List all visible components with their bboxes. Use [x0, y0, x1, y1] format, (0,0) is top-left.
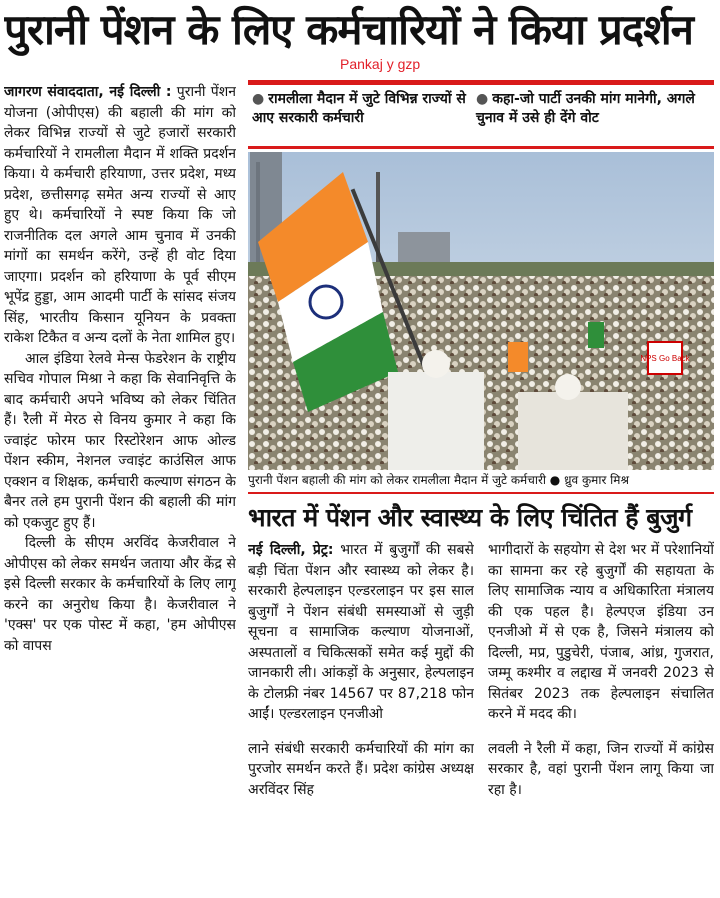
bullet-icon: ●: [252, 91, 265, 107]
rally-photo-illustration: [248, 152, 714, 470]
dateline: जागरण संवाददाता, नई दिल्ली :: [4, 84, 172, 100]
highlight-1-text: रामलीला मैदान में जुटे विभिन्न राज्यों से आए सरकारी कर्मचारी: [252, 91, 466, 126]
highlight-1: [252, 90, 470, 128]
highlights-rule: [248, 146, 714, 149]
sub-headline: भारत में पेंशन और स्वास्थ्य के लिए चिंतित हैं बुजुर्ग: [248, 503, 692, 532]
watermark: Pankaj y gzp: [340, 56, 421, 72]
highlight-2: [476, 90, 716, 128]
mid-para-2: लाने संबंधी सरकारी कर्मचारियों की मांग का पुरजोर समर्थन करते हैं। प्रदेश कांग्रेस अध्यक्ष अरविंदर सिंह: [248, 740, 474, 798]
left-para-2: आल इंडिया रेलवे मेन्स फेडरेशन के राष्ट्रीय सचिव गोपाल मिश्रा ने कहा कि सेवानिवृत्ति के बाद कर्मचारी अपने भविष्य को लेकर चिंतित हैं। रैली में मेरठ से विनय कुमार ने कहा कि ज्वाइंट फोरम फार रिस्टोरेशन आफ ओल्ड पेंशन स्कीम, नेशनल ज्वाइंट काउंसिल आफ एक्शन व शिक्षक, कर्मचारी कल्याण संगठन के बैनर तले हम पुरानी पेंशन की बहाली की मांग को एकजुट हुए हैं।: [4, 350, 236, 531]
mid-para-1: [248, 540, 474, 725]
top-rule: [248, 80, 714, 85]
mid-column: [248, 540, 474, 894]
sign-text: NPS Go Back: [640, 354, 690, 363]
headline: पुरानी पेंशन के लिए कर्मचारियों ने किया प्रदर्शन: [4, 5, 693, 54]
mid-para-1-text: भारत में बुजुर्गों की सबसे बड़ी चिंता पेंशन और स्वास्थ्य को लेकर है। सरकारी हेल्पलाइन एल्डरलाइन पर इस साल बुजुर्गों ने पेंशन संबंधी समस्याओं से जुड़ी सूचना व सामाजिक कल्याण योजनाओं, अस्पतालों व चिकित्सकों समेत कई मुद्दों की जानकारी ली। आंकड़ों के अनुसार, हेल्पलाइन के टोलफ्री नंबर 14567 पर 87,218 फोन आईं। एल्डरलाइन एनजीओ: [248, 542, 474, 722]
left-para-3: दिल्ली के सीएम अरविंद केजरीवाल ने ओपीएस को लेकर समर्थन जताया और केंद्र से इसे दिल्ली सरकार के कर्मचारियों के लिए लागू करने का अनुरोध किया है। केजरीवाल ने 'एक्स' पर एक पोस्ट में कहा, 'हम ओपीएस को वापस: [4, 535, 236, 654]
caption-rule: [248, 492, 714, 494]
right-column: [488, 540, 714, 894]
left-para-1: [4, 82, 236, 349]
left-para-1-text: पुरानी पेंशन योजना (ओपीएस) की बहाली की मांग को लेकर विभिन्न राज्यों से जुटे हजारों सरकारी कर्मचारियों ने रामलीला मैदान में शक्ति प्रदर्शन किया। ये कर्मचारी हरियाणा, उत्तर प्रदेश, मध्य प्रदेश, छत्तीसगढ़ समेत अन्य राज्यों से आए हुए थे। कर्मचारियों ने स्पष्ट किया कि जो राजनीतिक दल अगले आम चुनाव में उनकी मांगों का समर्थन करेंगे, उन्हें ही वोट दिया जाएगा। प्रदर्शन को हरियाणा के पूर्व सीएम भूपेंद्र हुड्डा, आम आदमी पार्टी के सांसद संजय सिंह, भारतीय किसान यूनियन के प्रवक्ता राकेश टिकैत व अन्य दलों के नेता शामिल हुए।: [4, 84, 236, 346]
left-column: [4, 82, 236, 894]
news-photo: [248, 152, 714, 470]
photo-caption: पुरानी पेंशन बहाली की मांग को लेकर रामलीला मैदान में जुटे कर्मचारी ● ध्रुव कुमार मिश्र: [248, 473, 629, 487]
right-para-1: भागीदारों के सहयोग से देश भर में परेशानियों का सामना कर रहे बुजुर्गों की सहायता के लिए सामाजिक न्याय व अधिकारिता मंत्रालय की एक पहल है। हेल्पएज इंडिया उन एनजीओ में से एक है, जिसने मंत्रालय को दिल्ली, मप्र, पुडुचेरी, पंजाब, आंध्र, गुजरात, जम्मू कश्मीर व लद्दाख में जनवरी 2023 से सितंबर 2023 तक हेल्पलाइन संचालित करने में मदद की।: [488, 542, 714, 722]
highlight-2-text: कहा-जो पार्टी उनकी मांग मानेगी, अगले चुनाव में उसे ही देंगे वोट: [476, 91, 695, 126]
bullet-icon: ●: [476, 91, 489, 107]
mid-dateline: नई दिल्ली, प्रेट्र:: [248, 542, 334, 558]
right-para-2: लवली ने रैली में कहा, जिन राज्यों में कांग्रेस सरकार है, वहां पुरानी पेंशन लागू किया जा रहा है।: [488, 740, 714, 798]
